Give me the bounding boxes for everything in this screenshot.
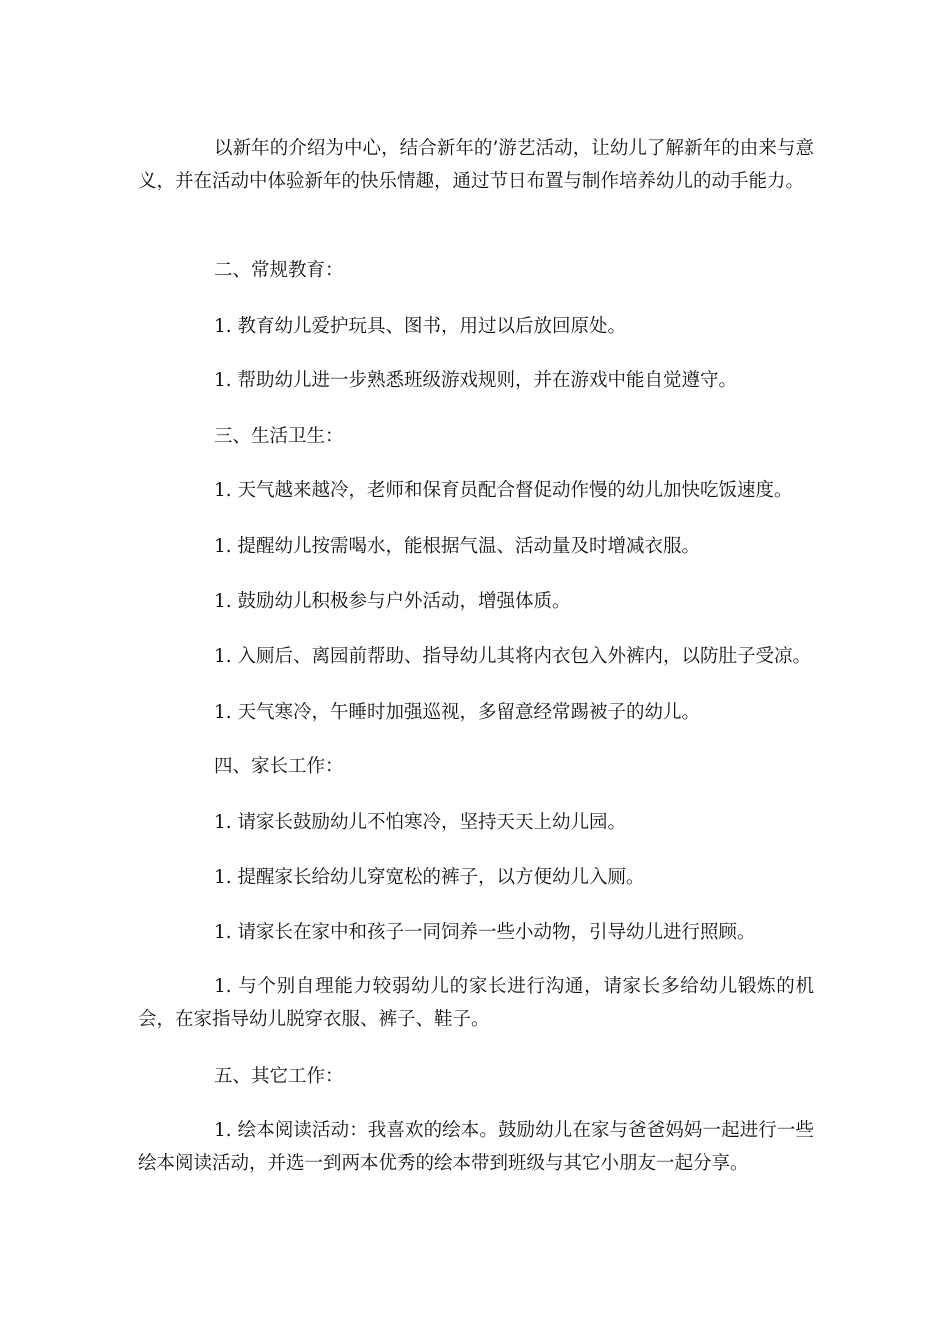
list-item: 1. 请家长鼓励幼儿不怕寒冷，坚持天天上幼儿园。 <box>214 812 627 833</box>
section-heading-routine-education: 二、常规教育： <box>214 260 344 281</box>
section-heading-other-work: 五、其它工作： <box>214 1066 344 1087</box>
list-item: 1. 教育幼儿爱护玩具、图书，用过以后放回原处。 <box>214 316 627 337</box>
section-heading-parent-work: 四、家长工作： <box>214 756 344 777</box>
list-item: 1. 天气寒冷，午睡时加强巡视，多留意经常踢被子的幼儿。 <box>214 702 701 723</box>
list-item: 1. 提醒幼儿按需喝水，能根据气温、活动量及时增减衣服。 <box>214 536 701 557</box>
list-item: 1. 提醒家长给幼儿穿宽松的裤子，以方便幼儿入厕。 <box>214 867 645 888</box>
list-item: 1. 与个别自理能力较弱幼儿的家长进行沟通，请家长多给幼儿锻炼的机会，在家指导幼儿脱穿衣服、裤子、鞋子。 <box>138 976 814 1030</box>
section-heading-life-hygiene: 三、生活卫生： <box>214 426 344 447</box>
list-item: 1. 入厕后、离园前帮助、指导幼儿其将内衣包入外裤内，以防肚子受凉。 <box>214 646 812 667</box>
intro-paragraph: 以新年的介绍为中心，结合新年的’游艺活动，让幼儿了解新年的由来与意义，并在活动中体验新年的快乐情趣，通过节日布置与制作培养幼儿的动手能力。 <box>138 138 814 192</box>
list-item: 1. 天气越来越冷，老师和保育员配合督促动作慢的幼儿加快吃饭速度。 <box>214 480 793 501</box>
list-item: 1. 帮助幼儿进一步熟悉班级游戏规则，并在游戏中能自觉遵守。 <box>214 370 738 391</box>
list-item: 1. 鼓励幼儿积极参与户外活动，增强体质。 <box>214 591 571 612</box>
list-item: 1. 请家长在家中和孩子一同饲养一些小动物，引导幼儿进行照顾。 <box>214 922 756 943</box>
list-item: 1. 绘本阅读活动：我喜欢的绘本。鼓励幼儿在家与爸爸妈妈一起进行一些绘本阅读活动，并选一到两本优秀的绘本带到班级与其它小朋友一起分享。 <box>138 1120 814 1174</box>
